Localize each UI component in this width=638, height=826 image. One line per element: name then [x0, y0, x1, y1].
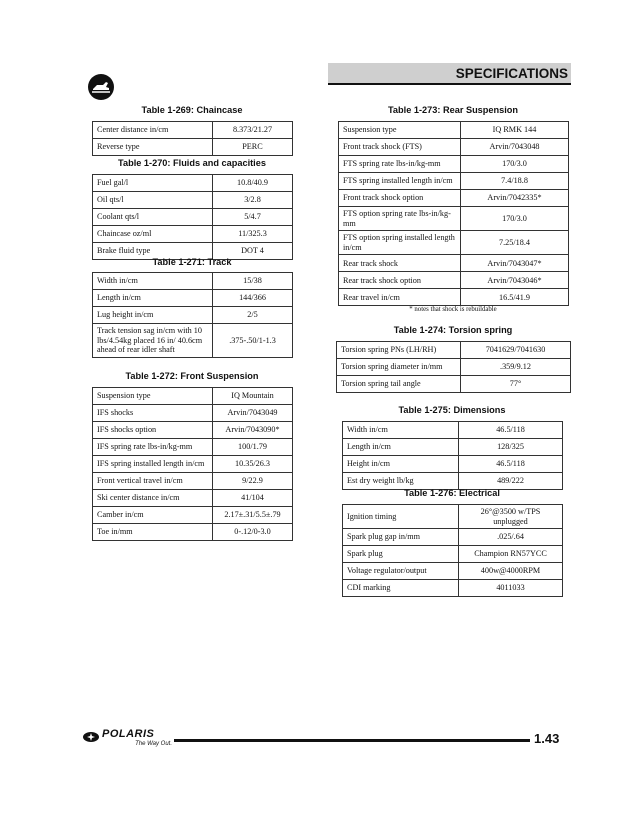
spec-label: Front track shock (FTS)	[339, 139, 461, 156]
spec-value: 10.35/26.3	[213, 456, 293, 473]
table-row	[343, 563, 563, 580]
spec-label: FTS option spring rate lbs-in/kg-mm	[339, 207, 461, 231]
spec-label: Brake fluid type	[93, 243, 213, 260]
spec-label: IFS spring installed length in/cm	[93, 456, 213, 473]
spec-label: Width in/cm	[93, 273, 213, 290]
table-row	[93, 324, 293, 358]
table-row	[93, 507, 293, 524]
spec-value: 3/2.8	[213, 192, 293, 209]
table-row	[339, 156, 569, 173]
spec-value: IQ Mountain	[213, 388, 293, 405]
polaris-logo	[82, 728, 172, 750]
table-row	[339, 122, 569, 139]
table-row	[339, 207, 569, 231]
table-1-274-torsion-spring	[336, 341, 571, 393]
spec-label: Height in/cm	[343, 456, 459, 473]
spec-label: Camber in/cm	[93, 507, 213, 524]
spec-label: FTS spring installed length in/cm	[339, 173, 461, 190]
spec-value: 100/1.79	[213, 439, 293, 456]
spec-label: Suspension type	[93, 388, 213, 405]
spec-value: 400w@4000RPM	[459, 563, 563, 580]
spec-value: 170/3.0	[461, 207, 569, 231]
table-row	[93, 290, 293, 307]
spec-value: 4011033	[459, 580, 563, 597]
spec-value: 11/325.3	[213, 226, 293, 243]
table-row	[337, 359, 571, 376]
table-row	[343, 456, 563, 473]
spec-label: Length in/cm	[343, 439, 459, 456]
table-row	[339, 289, 569, 306]
table-row	[339, 173, 569, 190]
table-row	[93, 273, 293, 290]
table-1-273-footnote: * notes that shock is rebuildable	[409, 306, 497, 313]
spec-value: 170/3.0	[461, 156, 569, 173]
logo-wordmark: POLARIS	[102, 728, 155, 740]
spec-value: Arvin/7042335*	[461, 190, 569, 207]
spec-label: Fuel gal/l	[93, 175, 213, 192]
table-1-271-caption: Table 1-271: Track	[152, 257, 232, 267]
spec-label: Ignition timing	[343, 505, 459, 529]
table-1-273-rear-suspension	[338, 121, 569, 306]
spec-label: Front track shock option	[339, 190, 461, 207]
spec-value: 144/366	[213, 290, 293, 307]
spec-value: .025/.64	[459, 529, 563, 546]
spec-value: 41/104	[213, 490, 293, 507]
spec-value: 46.5/118	[459, 422, 563, 439]
table-row	[93, 524, 293, 541]
table-row	[343, 422, 563, 439]
spec-value: 7041629/7041630	[461, 342, 571, 359]
spec-value: 8.373/21.27	[213, 122, 293, 139]
table-1-270-caption: Table 1-270: Fluids and capacities	[118, 158, 266, 168]
spec-label: Spark plug gap in/mm	[343, 529, 459, 546]
page-section-title: SPECIFICATIONS	[455, 66, 568, 81]
logo-tagline: The Way Out.	[135, 741, 172, 747]
table-row	[93, 422, 293, 439]
spec-label: Center distance in/cm	[93, 122, 213, 139]
table-row	[343, 439, 563, 456]
table-1-270-fluids	[92, 174, 293, 260]
spec-value: Arvin/7043090*	[213, 422, 293, 439]
spec-label: FTS option spring installed length in/cm	[339, 231, 461, 255]
table-row	[337, 342, 571, 359]
table-1-269-caption: Table 1-269: Chaincase	[141, 105, 243, 115]
spec-label: Lug height in/cm	[93, 307, 213, 324]
spec-value: 16.5/41.9	[461, 289, 569, 306]
footer-rule	[174, 739, 530, 742]
spec-label: Width in/cm	[343, 422, 459, 439]
spec-value: .359/9.12	[461, 359, 571, 376]
table-row	[343, 505, 563, 529]
table-row	[339, 231, 569, 255]
spec-value: IQ RMK 144	[461, 122, 569, 139]
spec-label: Est dry weight lb/kg	[343, 473, 459, 490]
spec-value: PERC	[213, 139, 293, 156]
spec-value: 77°	[461, 376, 571, 393]
spec-value: Arvin/7043048	[461, 139, 569, 156]
table-row	[93, 226, 293, 243]
spec-label: IFS spring rate lbs-in/kg-mm	[93, 439, 213, 456]
table-row	[93, 122, 293, 139]
spec-label: Rear track shock option	[339, 272, 461, 289]
table-row	[343, 529, 563, 546]
table-row	[339, 190, 569, 207]
spec-value: Arvin/7043049	[213, 405, 293, 422]
table-1-274-caption: Table 1-274: Torsion spring	[393, 325, 513, 335]
table-1-272-front-suspension	[92, 387, 293, 541]
table-row	[93, 405, 293, 422]
spec-value: 46.5/118	[459, 456, 563, 473]
table-row	[93, 307, 293, 324]
table-1-276-electrical	[342, 504, 563, 597]
spec-label: Torsion spring PNs (LH/RH)	[337, 342, 461, 359]
spec-label: CDI marking	[343, 580, 459, 597]
spec-label: Voltage regulator/output	[343, 563, 459, 580]
table-1-275-caption: Table 1-275: Dimensions	[398, 405, 506, 415]
spec-label: Ski center distance in/cm	[93, 490, 213, 507]
spec-label: Front vertical travel in/cm	[93, 473, 213, 490]
spec-label: Toe in/mm	[93, 524, 213, 541]
table-row	[339, 272, 569, 289]
table-row	[339, 255, 569, 272]
spec-label: Rear track shock	[339, 255, 461, 272]
spec-value: Arvin/7043046*	[461, 272, 569, 289]
table-row	[93, 473, 293, 490]
table-row	[93, 388, 293, 405]
table-row	[93, 209, 293, 226]
table-row	[93, 175, 293, 192]
table-1-275-dimensions	[342, 421, 563, 490]
table-row	[93, 456, 293, 473]
spec-label: Coolant qts/l	[93, 209, 213, 226]
spec-label: IFS shocks option	[93, 422, 213, 439]
spec-label: Suspension type	[339, 122, 461, 139]
spec-value: 7.25/18.4	[461, 231, 569, 255]
spec-value: 15/38	[213, 273, 293, 290]
table-row	[337, 376, 571, 393]
spec-label: IFS shocks	[93, 405, 213, 422]
spec-value: Arvin/7043047*	[461, 255, 569, 272]
table-1-271-track	[92, 272, 293, 358]
spec-label: FTS spring rate lbs-in/kg-mm	[339, 156, 461, 173]
spec-label: Track tension sag in/cm with 10 lbs/4.54kg placed 16 in/ 40.6cm ahead of rear idler shaft	[93, 324, 213, 358]
spec-label: Oil qts/l	[93, 192, 213, 209]
table-row	[343, 546, 563, 563]
spec-value: 26°@3500 w/TPS unplugged	[459, 505, 563, 529]
spec-value: 128/325	[459, 439, 563, 456]
spec-value: Champion RN57YCC	[459, 546, 563, 563]
table-row	[93, 490, 293, 507]
table-row	[343, 580, 563, 597]
spec-value: 9/22.9	[213, 473, 293, 490]
spec-label: Rear travel in/cm	[339, 289, 461, 306]
spec-label: Torsion spring diameter in/mm	[337, 359, 461, 376]
spec-value: 2/5	[213, 307, 293, 324]
snowmobile-section-icon	[88, 74, 114, 100]
spec-label: Torsion spring tail angle	[337, 376, 461, 393]
spec-label: Chaincase oz/ml	[93, 226, 213, 243]
table-1-269-chaincase	[92, 121, 293, 156]
table-1-273-caption: Table 1-273: Rear Suspension	[387, 105, 519, 115]
spec-value: 5/4.7	[213, 209, 293, 226]
table-row	[93, 439, 293, 456]
table-1-276-caption: Table 1-276: Electrical	[404, 488, 500, 498]
spec-value: 7.4/18.8	[461, 173, 569, 190]
spec-value: DOT 4	[213, 243, 293, 260]
spec-value: 10.8/40.9	[213, 175, 293, 192]
spec-label: Length in/cm	[93, 290, 213, 307]
spec-value: 0-.12/0-3.0	[213, 524, 293, 541]
table-row	[93, 139, 293, 156]
page-number: 1.43	[534, 731, 560, 746]
table-1-272-caption: Table 1-272: Front Suspension	[125, 371, 259, 381]
spec-value: 2.17±.31/5.5±.79	[213, 507, 293, 524]
spec-label: Reverse type	[93, 139, 213, 156]
table-row	[339, 139, 569, 156]
spec-label: Spark plug	[343, 546, 459, 563]
header-rule	[328, 83, 571, 85]
spec-value: .375-.50/1-1.3	[213, 324, 293, 358]
spec-value: 489/222	[459, 473, 563, 490]
table-row	[93, 192, 293, 209]
